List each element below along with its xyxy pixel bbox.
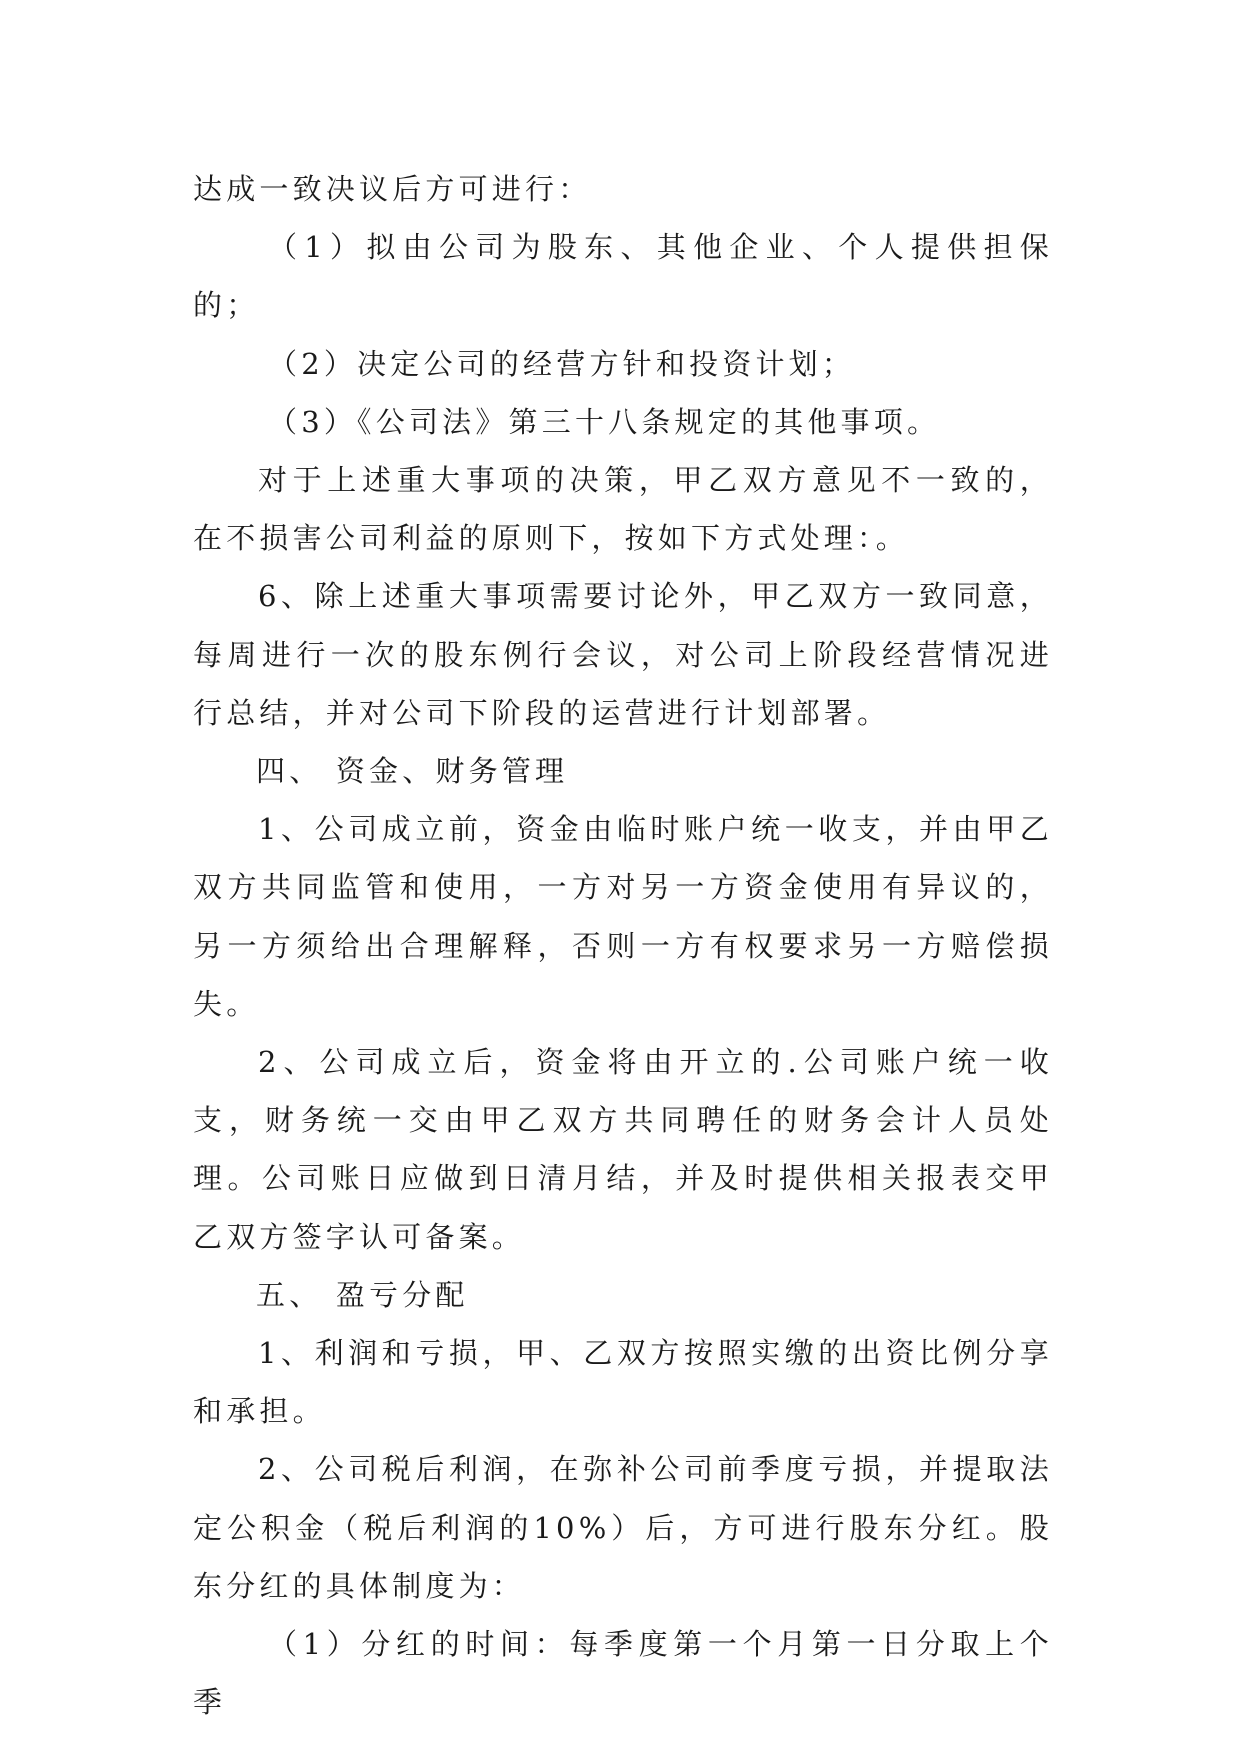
paragraph-weekly-meeting: 6、除上述重大事项需要讨论外，甲乙双方一致同意，每周进行一次的股东例行会议，对公司上阶段经营情况进行总结，并对公司下阶段的运营进行计划部署。	[193, 579, 1053, 730]
list-item-dividend-time: （1）分红的时间：每季度第一个月第一日分取上个季	[193, 1627, 1053, 1720]
paragraph-resolution-intro: 达成一致决议后方可进行：	[193, 172, 592, 206]
list-item-company-law: （3）《公司法》第三十八条规定的其他事项。	[268, 404, 941, 439]
paragraph-disagreement-handling: 对于上述重大事项的决策，甲乙双方意见不一致的，在不损害公司利益的原则下，按如下方式处理：。	[193, 463, 1053, 556]
list-item-business-policy: （2）决定公司的经营方针和投资计划；	[268, 346, 856, 381]
document-body	[193, 160, 1053, 1731]
paragraph-funds-after-founding: 2、公司成立后，资金将由开立的.公司账户统一收支，财务统一交由甲乙双方共同聘任的财务会计人员处理。公司账日应做到日清月结，并及时提供相关报表交甲乙双方签字认可备案。	[193, 1045, 1053, 1254]
list-item-guarantee: （1）拟由公司为股东、其他企业、个人提供担保的；	[193, 230, 1053, 323]
section-heading-finance: 四、 资金、财务管理	[256, 754, 569, 789]
paragraph-after-tax-profit: 2、公司税后利润，在弥补公司前季度亏损，并提取法定公积金（税后利润的10%）后，方可进行股东分红。股东分红的具体制度为：	[193, 1452, 1053, 1603]
paragraph-profit-sharing: 1、利润和亏损，甲、乙双方按照实缴的出资比例分享和承担。	[193, 1336, 1053, 1429]
section-heading-profit-loss: 五、 盈亏分配	[256, 1277, 469, 1312]
paragraph-funds-before-founding: 1、公司成立前，资金由临时账户统一收支，并由甲乙双方共同监管和使用，一方对另一方资金使用有异议的，另一方须给出合理解释，否则一方有权要求另一方赔偿损失。	[193, 812, 1053, 1021]
